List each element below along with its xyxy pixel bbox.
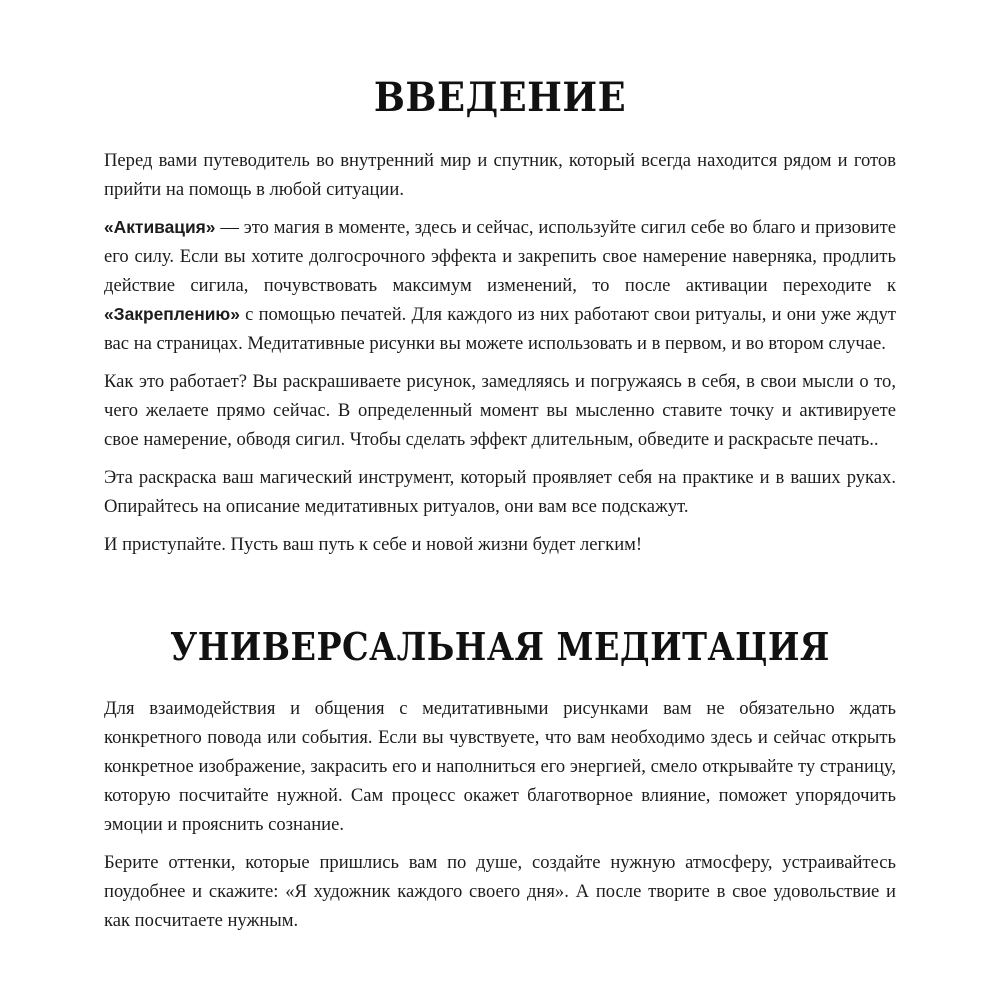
intro-paragraph-2-text-1: — это магия в моменте, здесь и сейчас, используйте сигил себе во благо и призовите его силу. Если вы хотите долгосрочного эффекта и закрепить свое намерение наверняка, продлить действие сигила, почувствовать максимум изменений, то после активации переходите к (104, 217, 896, 296)
intro-paragraph-2 (104, 213, 896, 358)
meditation-paragraph-2: Берите оттенки, которые пришлись вам по душе, создайте нужную атмосферу, устраивайтесь поудобнее и скажите: «Я художник каждого своего дня». А после творите в свое удовольствие и как посчитаете нужным. (104, 852, 896, 931)
meditation-heading: УНИВЕРСАЛЬНАЯ МЕДИТАЦИЯ (170, 624, 830, 669)
activation-term: «Активация» (104, 217, 216, 237)
intro-section (104, 146, 896, 568)
intro-paragraph-4: Эта раскраска ваш магический инструмент, который проявляет себя на практике и в ваших руках. Опирайтесь на описание медитативных ритуалов, они вам все подскажут. (104, 467, 896, 517)
meditation-paragraph-1: Для взаимодействия и общения с медитативными рисунками вам не обязательно ждать конкретного повода или события. Если вы чувствуете, что вам необходимо здесь и сейчас открыть конкретное изображение, закрасить его и наполниться его энергией, смело открывайте ту страницу, которую посчитайте нужной. Сам процесс окажет благотворное влияние, поможет упорядочить эмоции и прояснить сознание. (104, 698, 896, 835)
meditation-section (104, 694, 896, 944)
intro-paragraph-2-text-2: с помощью печатей. Для каждого из них работают свои ритуалы, и они уже ждут вас на страницах. Медитативные рисунки вы можете использовать и в первом, и во втором случае. (104, 304, 896, 354)
intro-heading: ВВЕДЕНИЕ (373, 74, 627, 121)
fixation-term: «Закреплению» (104, 304, 240, 324)
intro-paragraph-1: Перед вами путеводитель во внутренний мир и спутник, который всегда находится рядом и готов прийти на помощь в любой ситуации. (104, 150, 896, 200)
intro-paragraph-5: И приступайте. Пусть ваш путь к себе и новой жизни будет легким! (104, 534, 643, 555)
intro-paragraph-3: Как это работает? Вы раскрашиваете рисунок, замедляясь и погружаясь в себя, в свои мысли о то, чего желаете прямо сейчас. В определенный момент вы мысленно ставите точку и активируете свое намерение, обводя сигил. Чтобы сделать эффект длительным, обведите и раскрасьте печать.. (104, 371, 896, 450)
